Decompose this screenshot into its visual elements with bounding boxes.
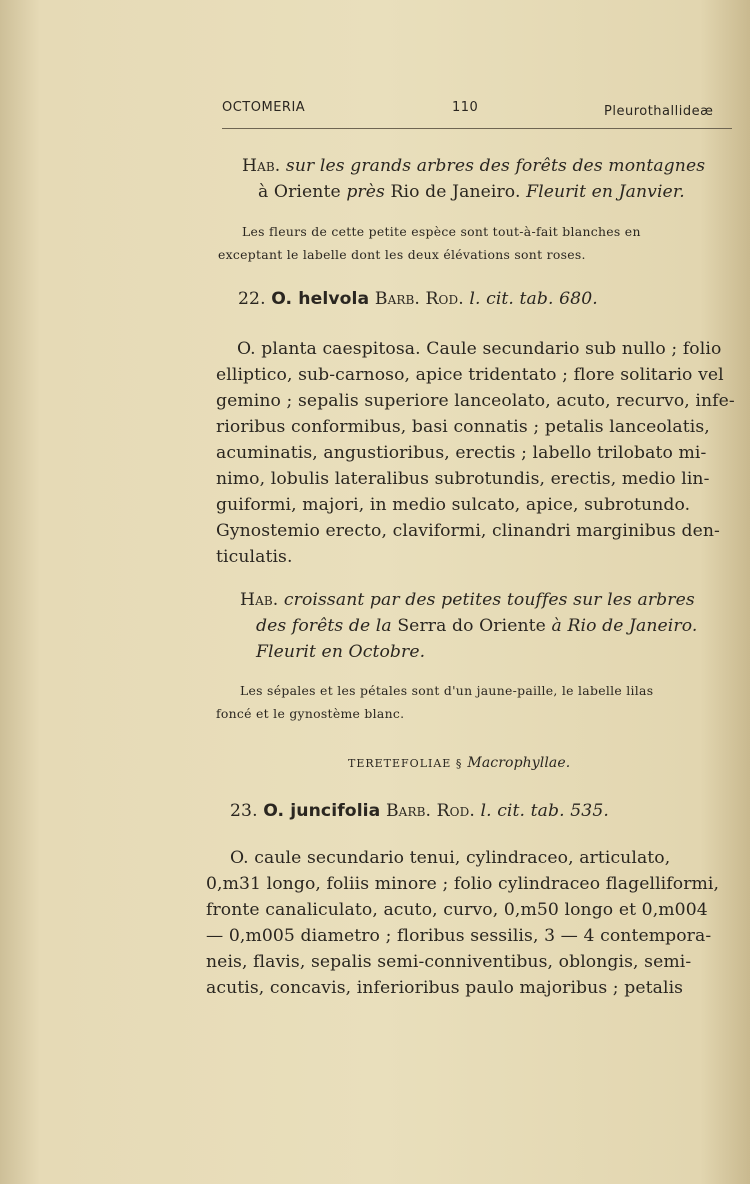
habitat-line — [242, 156, 705, 176]
description-line: Gynostemio erecto, claviformi, clinandri marginibus den- — [216, 521, 720, 541]
section-subtitle: Macrophyllae. — [467, 755, 571, 771]
description-line: gemino ; sepalis superiore lanceolato, acuto, recurvo, infe- — [216, 391, 735, 411]
species-name: O. juncifolia — [263, 801, 381, 821]
note-line: foncé et le gynostème blanc. — [216, 706, 405, 721]
hab-text: à Oriente — [258, 182, 341, 202]
habitat-line — [256, 616, 697, 636]
species-author: Barb. Rod. — [374, 289, 464, 309]
hab-text: Rio de Janeiro. — [390, 182, 521, 202]
description-line: O. planta caespitosa. Caule secundario sub nullo ; folio — [237, 339, 722, 359]
hab-text: Serra do Oriente — [397, 616, 546, 636]
running-head-right: Pleurothallideæ — [604, 104, 714, 119]
species-name: O. helvola — [271, 289, 370, 309]
species-reference: l. cit. tab. 680. — [469, 289, 598, 309]
hab-text: des forêts de la — [256, 616, 392, 636]
running-head-left: OCTOMERIA — [222, 100, 306, 115]
note-line: Les fleurs de cette petite espèce sont tout-à-fait blanches en — [242, 224, 641, 239]
description-line: O. caule secundario tenui, cylindraceo, articulato, — [230, 848, 671, 868]
species-heading — [238, 289, 598, 309]
description-line: fronte canaliculato, acuto, curvo, 0,m50 longo et 0,m004 — [206, 900, 708, 920]
note-line: Les sépales et les pétales sont d'un jaune-paille, le labelle lilas — [240, 683, 654, 698]
species-number: 23. — [230, 801, 258, 821]
description-line: elliptico, sub-carnoso, apice tridentato ; flore solitario vel — [216, 365, 724, 385]
habitat-line — [240, 590, 695, 610]
species-heading — [230, 801, 609, 821]
habitat-line — [258, 182, 685, 202]
flowering-text: Fleurit en Octobre. — [256, 642, 426, 662]
hab-text: près — [346, 182, 385, 202]
header-rule — [222, 128, 732, 129]
description-line: 0,m31 longo, foliis minore ; folio cylindraceo flagelliformi, — [206, 874, 720, 894]
habitat-line — [256, 642, 425, 662]
description-line: — 0,m005 diametro ; floribus sessilis, 3 — 4 contempora- — [206, 926, 712, 946]
species-author: Barb. Rod. — [385, 801, 475, 821]
description-line: acutis, concavis, inferioribus paulo majoribus ; petalis — [206, 978, 684, 998]
hab-text: sur les grands arbres des forêts des montagnes — [285, 156, 706, 176]
hab-label: Hab. — [240, 590, 279, 610]
description-line: guiformi, majori, in medio sulcato, apice, subrotundo. — [216, 495, 691, 515]
description-line: acuminatis, angustioribus, erectis ; labello trilobato mi- — [216, 443, 707, 463]
hab-text: à Rio de Janeiro. — [551, 616, 698, 636]
description-line: neis, flavis, sepalis semi-conniventibus, oblongis, semi- — [206, 952, 692, 972]
page-number: 110 — [452, 100, 479, 115]
species-number: 22. — [238, 289, 266, 309]
description-line: ticulatis. — [216, 547, 293, 567]
hab-label: Hab. — [242, 156, 281, 176]
section-label: TERETEFOLIAE § — [348, 757, 463, 770]
description-line: rioribus conformibus, basi connatis ; petalis lanceolatis, — [216, 417, 710, 437]
hab-text: croissant par des petites touffes sur les arbres — [283, 590, 695, 610]
description-line: nimo, lobulis lateralibus subrotundis, erectis, medio lin- — [216, 469, 710, 489]
species-reference: l. cit. tab. 535. — [480, 801, 609, 821]
flowering-text: Fleurit en Janvier. — [526, 182, 685, 202]
section-heading — [348, 752, 570, 771]
note-line: exceptant le labelle dont les deux élévations sont roses. — [218, 247, 586, 262]
